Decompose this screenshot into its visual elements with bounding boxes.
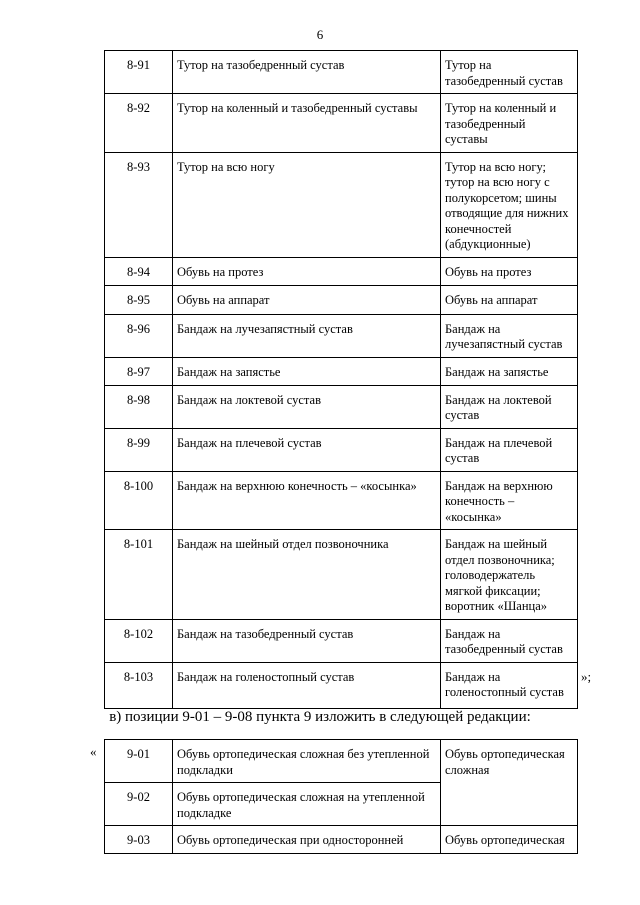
- device-type: Бандаж на голеностопный сустав: [441, 662, 578, 708]
- position-code: 8-97: [105, 357, 173, 385]
- position-name: Бандаж на лучезапястный сустав: [173, 314, 441, 357]
- table-row: [105, 619, 578, 662]
- table-row: [105, 428, 578, 471]
- table-row: [105, 662, 578, 708]
- device-type: Бандаж на верхнюю конечность – «косынка»: [441, 471, 578, 530]
- device-type: Бандаж на плечевой сустав: [441, 428, 578, 471]
- position-code: 8-92: [105, 94, 173, 153]
- table-row: [105, 152, 578, 257]
- position-name: Обувь ортопедическая сложная без утепленной подкладки: [173, 740, 441, 783]
- position-name: Бандаж на тазобедренный сустав: [173, 619, 441, 662]
- position-code: 8-103: [105, 662, 173, 708]
- position-name: Обувь на аппарат: [173, 285, 441, 314]
- position-code: 8-100: [105, 471, 173, 530]
- device-type: Бандаж на локтевой сустав: [441, 385, 578, 428]
- position-code: 8-99: [105, 428, 173, 471]
- position-code: 9-01: [105, 740, 173, 783]
- section-heading: в) позиции 9-01 – 9-08 пункта 9 изложить в следующей редакции:: [109, 709, 531, 725]
- device-type: Обувь на аппарат: [441, 285, 578, 314]
- position-name: Бандаж на голеностопный сустав: [173, 662, 441, 708]
- table-row: [105, 257, 578, 285]
- position-name: Обувь ортопедическая при односторонней: [173, 826, 441, 854]
- position-code: 8-94: [105, 257, 173, 285]
- position-name: Тутор на всю ногу: [173, 152, 441, 257]
- position-code: 9-03: [105, 826, 173, 854]
- table-row: [105, 471, 578, 530]
- position-code: 8-101: [105, 530, 173, 620]
- table-row: [105, 51, 578, 94]
- position-code: 8-93: [105, 152, 173, 257]
- opening-quote: «: [90, 744, 97, 759]
- position-name: Тутор на тазобедренный сустав: [173, 51, 441, 94]
- table-row: [105, 826, 578, 854]
- table-row: [105, 357, 578, 385]
- position-name: Бандаж на верхнюю конечность – «косынка»: [173, 471, 441, 530]
- table-row: [105, 94, 578, 153]
- device-type: Бандаж на запястье: [441, 357, 578, 385]
- position-name: Бандаж на плечевой сустав: [173, 428, 441, 471]
- device-type: Тутор на тазобедренный сустав: [441, 51, 578, 94]
- positions-table-8: [104, 50, 578, 709]
- table-row: [105, 530, 578, 620]
- position-code: 8-96: [105, 314, 173, 357]
- position-code: 8-102: [105, 619, 173, 662]
- position-name: Тутор на коленный и тазобедренный суставы: [173, 94, 441, 153]
- table-row: [105, 385, 578, 428]
- table-row: [105, 314, 578, 357]
- device-type: Тутор на всю ногу; тутор на всю ногу с полукорсетом; шины отводящие для нижних конечностей (абдукционные): [441, 152, 578, 257]
- position-code: 8-98: [105, 385, 173, 428]
- position-code: 8-91: [105, 51, 173, 94]
- position-name: Обувь на протез: [173, 257, 441, 285]
- position-name: Бандаж на запястье: [173, 357, 441, 385]
- device-type: Бандаж на тазобедренный сустав: [441, 619, 578, 662]
- device-type: Тутор на коленный и тазобедренный суставы: [441, 94, 578, 153]
- position-name: Бандаж на шейный отдел позвоночника: [173, 530, 441, 620]
- device-type: Бандаж на лучезапястный сустав: [441, 314, 578, 357]
- position-code: 8-95: [105, 285, 173, 314]
- position-code: 9-02: [105, 783, 173, 826]
- page-number: 6: [316, 27, 324, 42]
- table-row: [105, 740, 578, 783]
- device-type: Бандаж на шейный отдел позвоночника; головодержатель мягкой фиксации; воротник «Шанца»: [441, 530, 578, 620]
- device-type: Обувь ортопедическая сложная: [441, 740, 578, 826]
- closing-quote: »;: [581, 669, 592, 684]
- device-type: Обувь ортопедическая: [441, 826, 578, 854]
- positions-table-9: [104, 739, 578, 854]
- position-name: Бандаж на локтевой сустав: [173, 385, 441, 428]
- table-row: [105, 285, 578, 314]
- device-type: Обувь на протез: [441, 257, 578, 285]
- position-name: Обувь ортопедическая сложная на утепленной подкладке: [173, 783, 441, 826]
